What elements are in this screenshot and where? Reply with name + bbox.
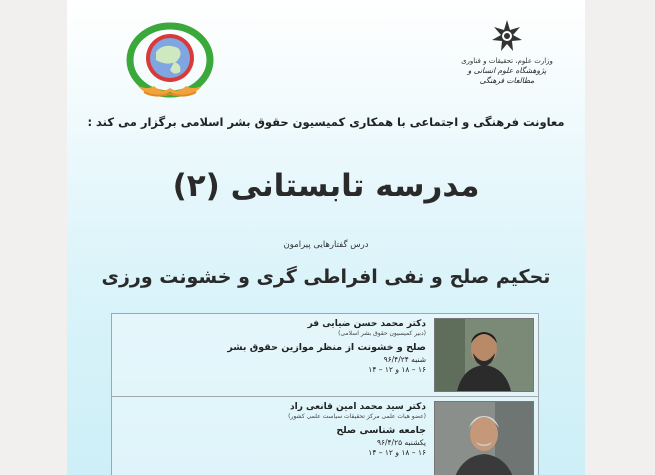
institute-line2: پژوهشگاه علوم انسانی و مطالعات فرهنگی <box>467 66 547 85</box>
intro-text: معاونت فرهنگی و اجتماعی با همکاری کمیسیون حقوق بشر اسلامی برگزار می کند : <box>87 115 565 129</box>
subtitle: درس گفتارهایی پیرامون <box>283 240 369 250</box>
speaker-name: دکتر محمد حسن ضیایی فر <box>307 319 426 329</box>
talk-date: شنبه ۹۶/۴/۲۴ <box>383 355 426 364</box>
talk-date: یکشنبه ۹۶/۴/۲۵ <box>376 438 426 447</box>
institute-line1: وزارت علوم، تحقیقات و فناوری <box>461 57 553 65</box>
speaker-role: (عضو هیات علمی مرکز تحقیقات سیاست علمی کشور) <box>288 413 426 420</box>
speaker-photo <box>434 318 534 392</box>
star-emblem-icon <box>489 18 525 54</box>
talk-time: ۱۶ – ۱۸ و ۱۲ – ۱۴ <box>368 365 426 374</box>
talk-time: ۱۶ – ۱۸ و ۱۲ – ۱۴ <box>368 448 426 457</box>
speaker-name: دکتر سید محمد امین قانعی راد <box>290 402 426 412</box>
poster <box>67 0 585 475</box>
speaker-photo <box>434 401 534 475</box>
talk-title: صلح و خشونت از منظر موازین حقوق بشر <box>227 342 426 353</box>
human-rights-commission-logo <box>124 22 216 112</box>
speaker-card <box>111 396 539 475</box>
talk-title: جامعه شناسی صلح <box>336 425 426 436</box>
topic-heading: تحکیم صلح و نفی افراطی گری و خشونت ورزی <box>101 266 551 288</box>
speaker-card <box>111 313 539 397</box>
speaker-info <box>116 401 426 458</box>
institute-logo <box>455 18 559 93</box>
page-title: مدرسه تابستانی (۲) <box>172 168 480 204</box>
speaker-role: (دبیر کمیسیون حقوق بشر اسلامی) <box>338 330 426 337</box>
speaker-info <box>116 318 426 375</box>
